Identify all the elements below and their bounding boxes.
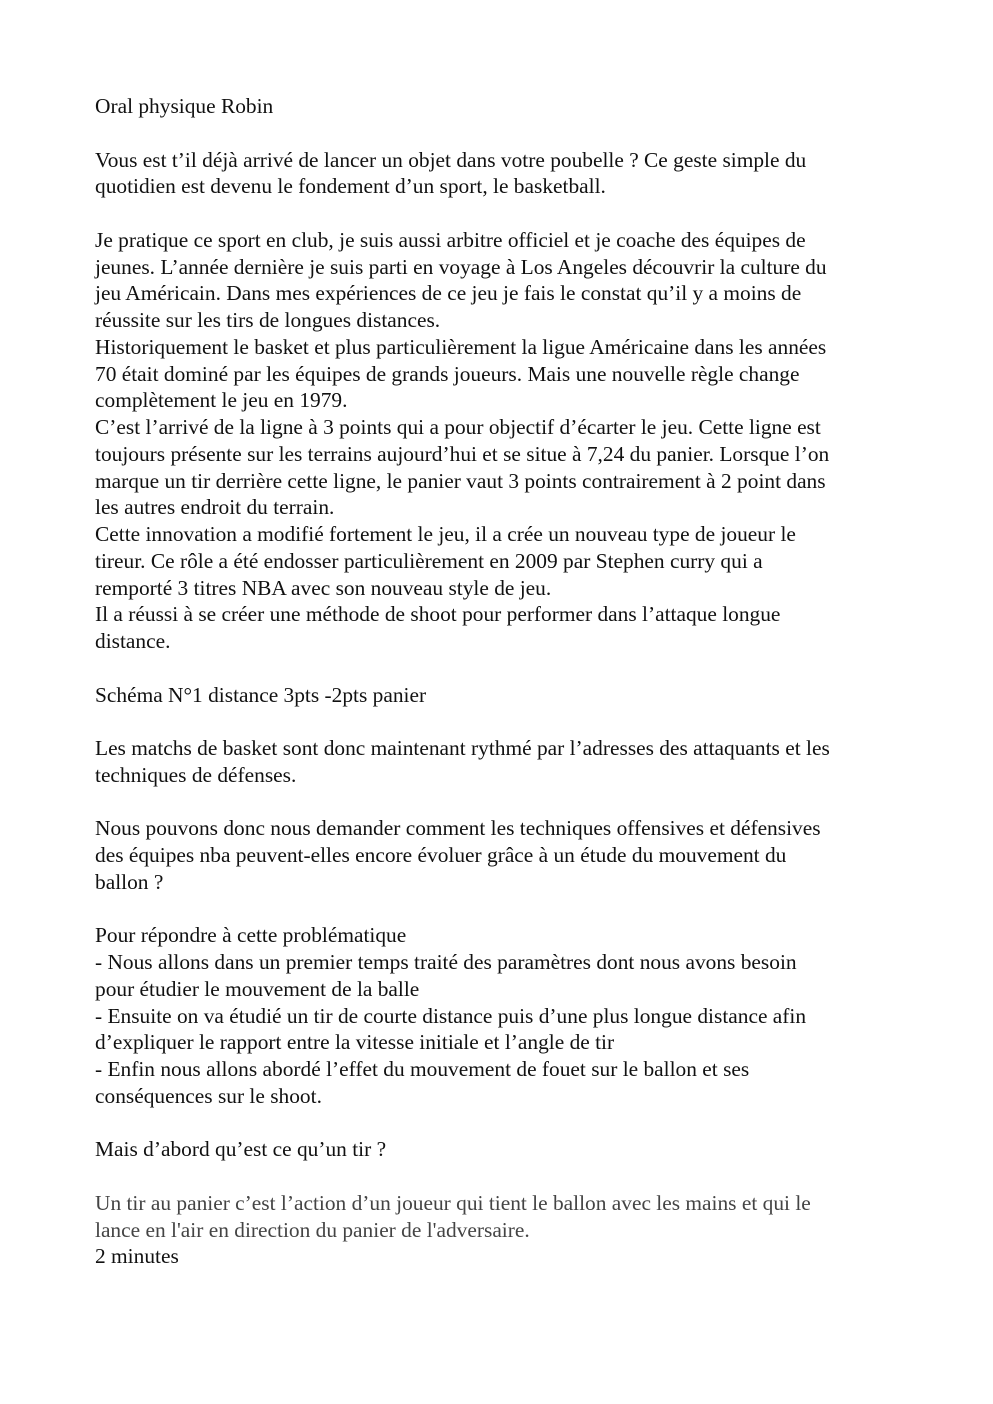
paragraph-spacer: [95, 1110, 905, 1137]
text-line: complètement le jeu en 1979.: [95, 388, 348, 413]
paragraph-spacer: [95, 789, 905, 816]
text-line: - Nous allons dans un premier temps traité des paramètres dont nous avons besoin: [95, 950, 797, 974]
definition-paragraph: [95, 1190, 905, 1244]
text-line: Un tir au panier c’est l’action d’un joueur qui tient le ballon avec les mains et qui le: [95, 1190, 811, 1215]
paragraph-spacer: [95, 655, 905, 682]
text-line: - Enfin nous allons abordé l’effet du mouvement de fouet sur le ballon et ses: [95, 1057, 750, 1081]
text-line: toujours présente sur les terrains aujourd’hui et se situe à 7,24 du panier. Lorsque l’on: [95, 441, 830, 466]
text-line: ballon ?: [95, 869, 164, 894]
question-line: Mais d’abord qu’est ce qu’un tir ?: [95, 1137, 387, 1162]
paragraph-spacer: [95, 1163, 905, 1190]
text-line: Historiquement le basket et plus particulièrement la ligue Américaine dans les années: [95, 334, 827, 359]
text-line: C’est l’arrivé de la ligne à 3 points qui a pour objectif d’écarter le jeu. Cette ligne est: [95, 415, 821, 439]
text-line: Nous pouvons donc nous demander comment les techniques offensives et défensives: [95, 816, 821, 841]
text-line: - Ensuite on va étudié un tir de courte distance puis d’une plus longue distance afin: [95, 1003, 807, 1028]
text-line: des équipes nba peuvent-elles encore évoluer grâce à un étude du mouvement du: [95, 843, 787, 867]
plan-paragraph: [95, 922, 905, 1109]
paragraph-spacer: [95, 120, 905, 147]
paragraph-spacer: [95, 200, 905, 227]
text-line: Les matchs de basket sont donc maintenant rythmé par l’adresses des attaquants et les: [95, 736, 830, 760]
document-page: [95, 93, 905, 1270]
text-line: lance en l'air en direction du panier de l'adversaire.: [95, 1217, 530, 1242]
text-line: Je pratique ce sport en club, je suis aussi arbitre officiel et je coache des équipes de: [95, 227, 806, 252]
duration-note: 2 minutes: [95, 1244, 179, 1269]
text-line: distance.: [95, 629, 171, 653]
text-line: 70 était dominé par les équipes de grands joueurs. Mais une nouvelle règle change: [95, 361, 800, 386]
schema-caption: Schéma N°1 distance 3pts -2pts panier: [95, 682, 427, 707]
paragraph-spacer: [95, 896, 905, 923]
problem-paragraph: [95, 815, 905, 895]
document-title: Oral physique Robin: [95, 94, 274, 118]
text-line: jeu Américain. Dans mes expériences de ce jeu je fais le constat qu’il y a moins de: [95, 281, 802, 306]
intro-paragraph: [95, 147, 905, 201]
text-line: techniques de défenses.: [95, 762, 297, 787]
text-line: d’expliquer le rapport entre la vitesse initiale et l’angle de tir: [95, 1030, 615, 1055]
text-line: pour étudier le mouvement de la balle: [95, 976, 420, 1001]
text-line: jeunes. L’année dernière je suis parti en voyage à Los Angeles découvrir la culture du: [95, 254, 827, 279]
text-line: les autres endroit du terrain.: [95, 495, 335, 520]
paragraph-spacer: [95, 708, 905, 735]
text-line: Pour répondre à cette problématique: [95, 923, 407, 948]
text-line: conséquences sur le shoot.: [95, 1083, 322, 1108]
text-line: marque un tir derrière cette ligne, le panier vaut 3 points contrairement à 2 point dans: [95, 468, 826, 493]
text-line: Cette innovation a modifié fortement le jeu, il a crée un nouveau type de joueur le: [95, 522, 796, 546]
text-line: tireur. Ce rôle a été endosser particulièrement en 2009 par Stephen curry qui a: [95, 548, 763, 573]
text-line: réussite sur les tirs de longues distances.: [95, 308, 441, 332]
text-line: remporté 3 titres NBA avec son nouveau style de jeu.: [95, 575, 552, 600]
background-paragraph: [95, 227, 905, 655]
text-line: Vous est t’il déjà arrivé de lancer un objet dans votre poubelle ? Ce geste simple du: [95, 147, 807, 172]
text-line: Il a réussi à se créer une méthode de shoot pour performer dans l’attaque longue: [95, 602, 781, 627]
rhythm-paragraph: [95, 735, 905, 789]
text-line: quotidien est devenu le fondement d’un sport, le basketball.: [95, 174, 606, 199]
